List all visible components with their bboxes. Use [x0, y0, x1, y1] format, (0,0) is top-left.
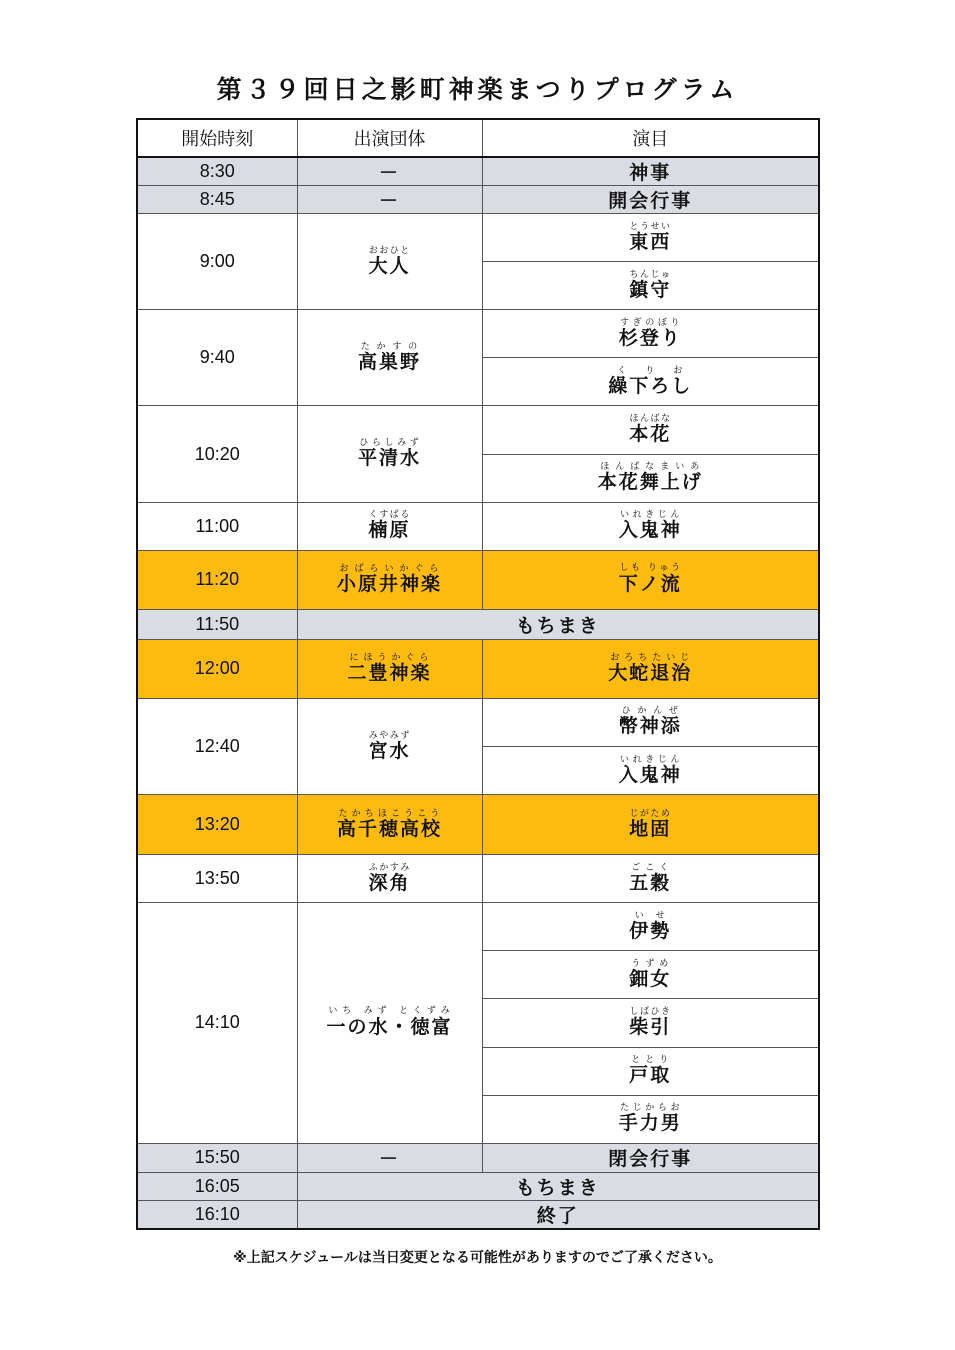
time-cell: 8:45	[137, 186, 297, 214]
table-row	[137, 1200, 819, 1229]
group-cell: 二豊神楽にほうかぐら	[297, 639, 482, 698]
footnote: ※上記スケジュールは当日変更となる可能性がありますのでご了承ください。	[233, 1250, 722, 1266]
time-cell: 9:00	[137, 214, 297, 310]
group-cell: 大人おおひと	[297, 214, 482, 310]
table-row	[137, 502, 819, 550]
page-title: 第３９回日之影町神楽まつりプログラム	[216, 75, 739, 104]
program-cell: 戸取ととり	[482, 1047, 819, 1095]
table-row	[137, 1143, 819, 1172]
program-cell: 入鬼神いれきじん	[482, 502, 819, 550]
program-cell: 開会行事	[482, 186, 819, 214]
table-row	[137, 157, 819, 186]
program-cell: 鈿女うずめ	[482, 951, 819, 999]
program-cell: 終了	[297, 1200, 819, 1229]
time-cell: 11:50	[137, 609, 297, 639]
time-cell: 14:10	[137, 903, 297, 1143]
header-group: 出演団体	[297, 119, 482, 157]
program-cell: 五穀ごこく	[482, 855, 819, 903]
time-cell: 8:30	[137, 157, 297, 186]
header-time: 開始時刻	[137, 119, 297, 157]
program-cell: 東西とうせい	[482, 214, 819, 262]
time-cell: 12:00	[137, 639, 297, 698]
group-cell: 一の水・徳富いち みず とくずみ	[297, 903, 482, 1143]
group-cell: 平清水ひらしみず	[297, 406, 482, 502]
program-cell: 神事	[482, 157, 819, 186]
time-cell: 16:05	[137, 1172, 297, 1200]
table-row	[137, 550, 819, 609]
time-cell: 12:40	[137, 698, 297, 794]
table-row	[137, 639, 819, 698]
table-header-row	[137, 119, 819, 157]
program-cell: 幣神添ひかんぜ	[482, 698, 819, 746]
time-cell: 15:50	[137, 1143, 297, 1172]
group-cell: 高千穂高校たかちほこうこう	[297, 795, 482, 855]
program-cell: 閉会行事	[482, 1143, 819, 1172]
time-cell: 16:10	[137, 1200, 297, 1229]
table-row	[137, 214, 819, 262]
time-cell: 13:50	[137, 855, 297, 903]
program-cell: 大蛇退治おろちたいじ	[482, 639, 819, 698]
table-row	[137, 310, 819, 358]
program-table	[136, 118, 820, 1230]
program-cell: 本花舞上げほんばなまいあ	[482, 454, 819, 502]
group-cell: 小原井神楽おばらいかぐら	[297, 550, 482, 609]
group-cell: 楠原くすばる	[297, 502, 482, 550]
group-cell: 高巣野たかすの	[297, 310, 482, 406]
group-cell: 宮水みやみず	[297, 698, 482, 794]
table-row	[137, 406, 819, 454]
program-cell: 下ノ流しも りゅう	[482, 550, 819, 609]
group-cell: －	[297, 1143, 482, 1172]
header-program: 演目	[482, 119, 819, 157]
group-cell: 深角ふかすみ	[297, 855, 482, 903]
table-row	[137, 855, 819, 903]
table-row	[137, 698, 819, 746]
table-row	[137, 186, 819, 214]
program-cell: 鎮守ちんじゅ	[482, 262, 819, 310]
group-cell: －	[297, 186, 482, 214]
program-cell: 伊勢いせ	[482, 903, 819, 951]
table-row	[137, 609, 819, 639]
program-cell: 柴引しばひき	[482, 999, 819, 1047]
program-cell: もちまき	[297, 1172, 819, 1200]
time-cell: 11:00	[137, 502, 297, 550]
group-cell: －	[297, 157, 482, 186]
table-row	[137, 903, 819, 951]
program-cell: 繰下ろしくりお	[482, 358, 819, 406]
time-cell: 9:40	[137, 310, 297, 406]
table-row	[137, 795, 819, 855]
program-cell: 地固じがため	[482, 795, 819, 855]
program-cell: 杉登りすぎのぼり	[482, 310, 819, 358]
program-cell: 本花ほんばな	[482, 406, 819, 454]
table-row	[137, 1172, 819, 1200]
program-cell: もちまき	[297, 609, 819, 639]
time-cell: 13:20	[137, 795, 297, 855]
program-cell: 手力男たじからお	[482, 1095, 819, 1143]
time-cell: 10:20	[137, 406, 297, 502]
program-cell: 入鬼神いれきじん	[482, 747, 819, 795]
time-cell: 11:20	[137, 550, 297, 609]
